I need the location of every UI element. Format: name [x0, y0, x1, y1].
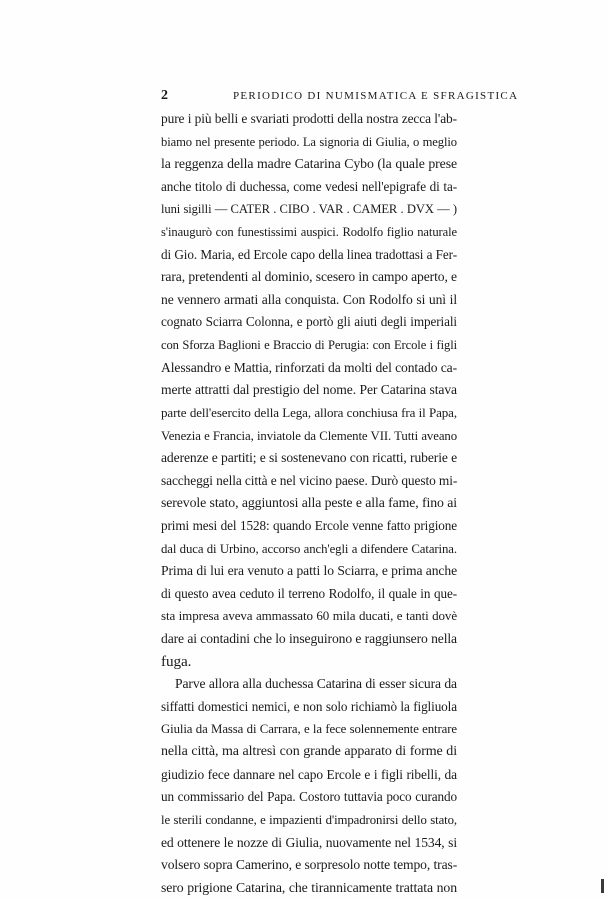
text-line: la reggenza della madre Catarina Cybo (la quale prese [161, 156, 457, 172]
text-line: di questo avea ceduto il terreno Rodolfo, il quale in que- [161, 585, 457, 601]
text-line: serevole stato, aggiuntosi alla peste e alla fame, fino ai [161, 495, 457, 511]
text-line: dare ai contadini che lo inseguirono e raggiunsero nella [161, 631, 457, 647]
text-line: giudizio fece dannare nel capo Ercole e i figli ribelli, da [161, 766, 457, 782]
text-line: biamo nel presente periodo. La signoria di Giulia, o meglio [161, 134, 457, 149]
text-line: luni sigilli — CATER . CIBO . VAR . CAMER . DVX — ) [161, 202, 457, 217]
text-line: saccheggi nella città e nel vicino paese. Durò questo mi- [161, 472, 458, 488]
text-line: ed ottenere le nozze di Giulia, nuovamente nel 1534, si [161, 834, 457, 850]
text-line: dal duca di Urbino, accorso anch'egli a difendere Catarina. [161, 541, 457, 556]
text-line: di Gio. Maria, ed Ercole capo della linea tradottasi a Fer- [161, 246, 457, 262]
page-number: 2 [161, 88, 168, 103]
text-line: cognato Sciarra Colonna, e portò gli aiuti degli imperiali [161, 314, 457, 330]
text-line: nella città, ma altresì con grande apparato di forme di [161, 744, 457, 760]
text-line: Prima di lui era venuto a patti lo Sciarra, e prima anche [161, 563, 457, 579]
paragraph [161, 673, 457, 899]
running-title: PERIODICO DI NUMISMATICA E SFRAGISTICA [233, 90, 519, 102]
text-line: Giulia da Massa di Carrara, e la fece solennemente entrare [161, 722, 457, 737]
text-line: rara, pretendenti al dominio, scesero in campo aperto, e [161, 269, 457, 285]
scan-edge-mark [601, 879, 604, 893]
text-line: volsero sopra Camerino, e sorpresolo notte tempo, tras- [161, 857, 458, 873]
text-line: primi mesi del 1528: quando Ercole venne fatto prigione [161, 517, 457, 533]
text-line: sero prigione Catarina, che tirannicamente trattata non [161, 879, 457, 895]
text-line: siffatti domestici nemici, e non solo richiamò la figliuola [161, 698, 457, 714]
text-line: s'inaugurò con funestissimi auspici. Rodolfo figlio naturale [161, 225, 457, 240]
text-line: Alessandro e Mattia, rinforzati da molti del contado ca- [161, 359, 457, 375]
text-line: ne vennero armati alla conquista. Con Rodolfo si unì il [161, 291, 457, 307]
text-line: Parve allora alla duchessa Catarina di esser sicura da [175, 676, 457, 692]
text-line: un commissario del Papa. Costoro tuttavia poco curando [161, 789, 457, 805]
paragraph [161, 108, 457, 673]
text-line: Venezia e Francia, inviatole da Clemente VII. Tutti aveano [161, 428, 457, 443]
body-text [161, 108, 457, 899]
text-line: pure i più belli e svariati prodotti della nostra zecca l'ab- [161, 111, 457, 126]
text-line: le sterili condanne, e impazienti d'impadronirsi dello stato, [161, 812, 457, 827]
text-line: aderenze e partiti; e si sostenevano con ricatti, ruberie e [161, 450, 458, 466]
text-line: merte attratti dal prestigio del nome. Per Catarina stava [161, 382, 457, 398]
text-line: anche titolo di duchessa, come vedesi nell'epigrafe di ta- [161, 178, 457, 194]
text-line: sta impresa aveva ammassato 60 mila ducati, e tanti dovè [161, 608, 457, 624]
text-line: con Sforza Baglioni e Braccio di Perugia: con Ercole i figli [161, 338, 457, 353]
running-head [161, 88, 519, 104]
text-line: fuga. [161, 652, 192, 670]
text-line: parte dell'esercito della Lega, allora conchiusa fra il Papa, [161, 404, 457, 420]
